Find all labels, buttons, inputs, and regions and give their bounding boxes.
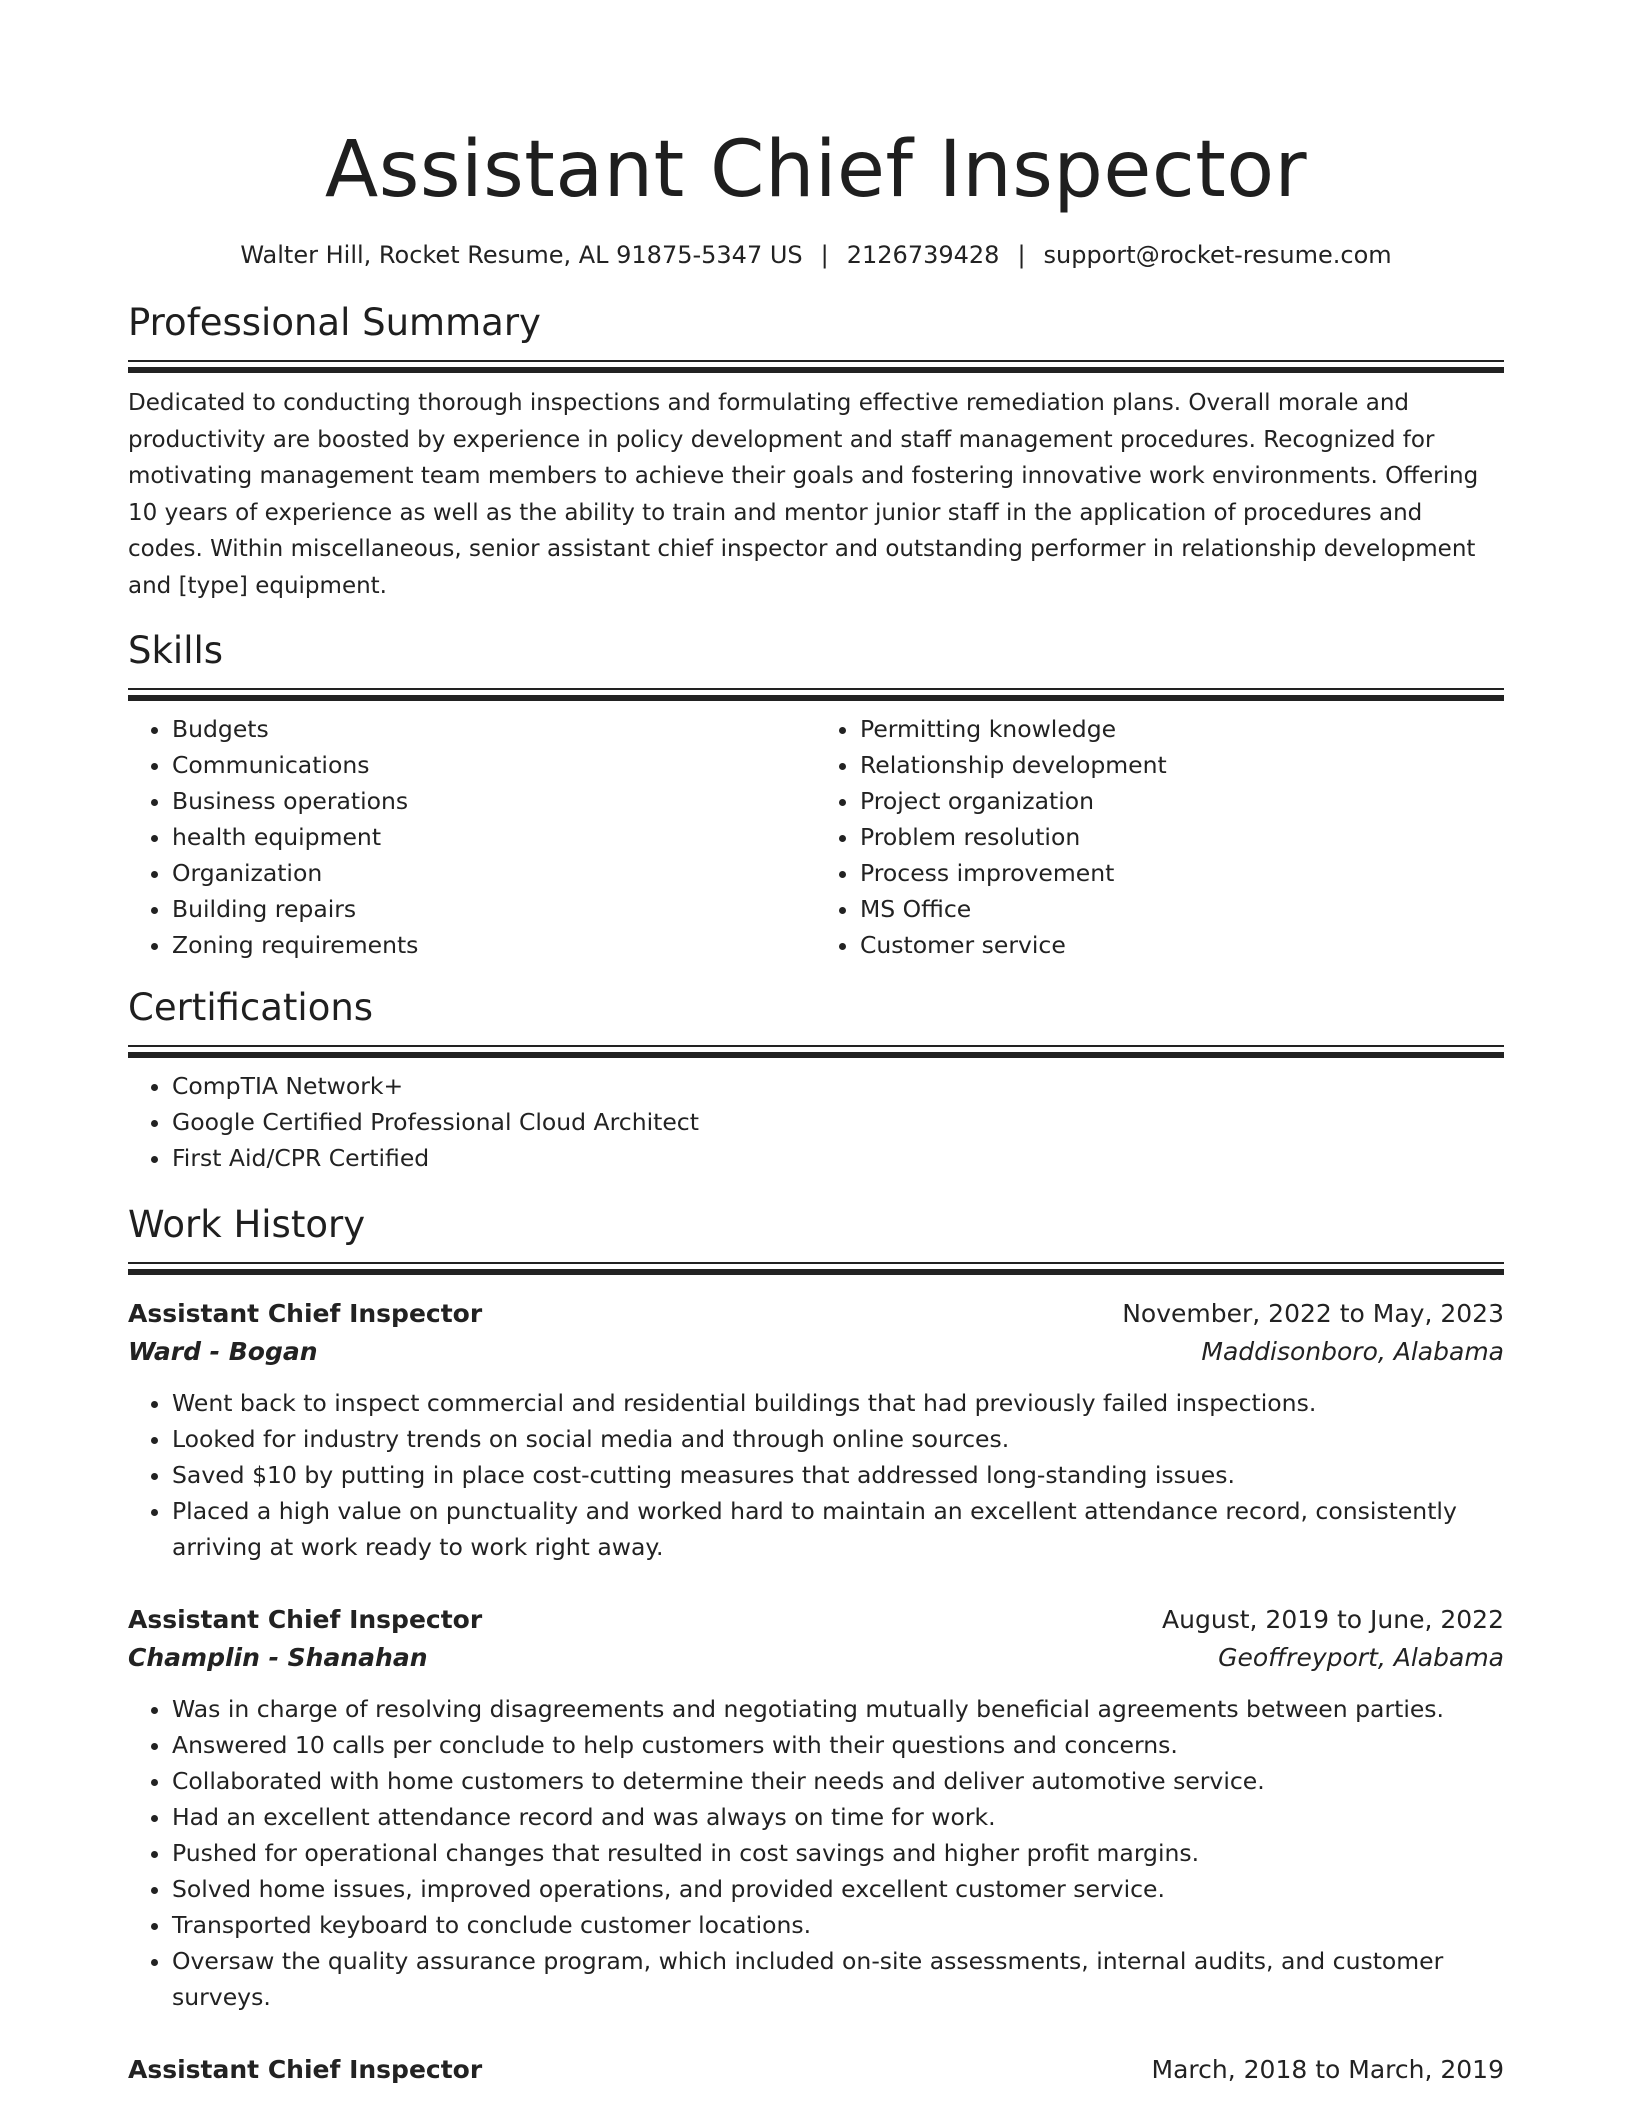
job-duty: • Saved $10 by putting in place cost-cutting measures that addressed long-standing issues.: [172, 1457, 1504, 1493]
skill-item: • Organization: [172, 855, 816, 891]
job-header-row: [128, 2051, 1504, 2089]
skill-item: • Project organization: [860, 783, 1504, 819]
job-duty: • Solved home issues, improved operations, and provided excellent customer service.: [172, 1871, 1504, 1907]
summary-text: Dedicated to conducting thorough inspections and formulating effective remediation plans. Overall morale and productivity are boosted by experience in policy development and staff management procedures. Recognized for motivating management team members to achieve their goals and fostering innovative work environments. Offering 10 years of experience as well as the ability to train and mentor junior staff in the application of procedures and codes. Within miscellaneous, senior assistant chief inspector and outstanding performer in relationship development and [type] equipment.: [128, 390, 1479, 599]
job-company: Champlin - Shanahan: [128, 1643, 428, 1672]
job-entry: [128, 2051, 1504, 2089]
certification-item: • First Aid/CPR Certified: [172, 1140, 1504, 1176]
certification-item: • CompTIA Network+: [172, 1068, 1504, 1104]
job-company-row: [128, 1639, 1504, 1677]
job-duty: • Oversaw the quality assurance program, which included on-site assessments, internal audits, and customer surveys.: [172, 1943, 1504, 2015]
job-duty: • Had an excellent attendance record and was always on time for work.: [172, 1799, 1504, 1835]
job-duties-list: [128, 1691, 1504, 2015]
job-duty: • Pushed for operational changes that resulted in cost savings and higher profit margins.: [172, 1835, 1504, 1871]
job-duty: • Answered 10 calls per conclude to help customers with their questions and concerns.: [172, 1727, 1504, 1763]
skill-item: • Relationship development: [860, 747, 1504, 783]
contact-address: Walter Hill, Rocket Resume, AL 91875-5347 US: [240, 241, 803, 269]
skill-item: • Process improvement: [860, 855, 1504, 891]
certification-item: • Google Certified Professional Cloud Architect: [172, 1104, 1504, 1140]
summary-section: [128, 300, 1504, 604]
job-header-row: [128, 1601, 1504, 1639]
job-dates: March, 2018 to March, 2019: [1151, 2055, 1504, 2084]
skills-list-left: [128, 711, 816, 963]
skill-item: • Budgets: [172, 711, 816, 747]
skill-item: • Building repairs: [172, 891, 816, 927]
skill-item: • Permitting knowledge: [860, 711, 1504, 747]
job-company-row: [128, 1333, 1504, 1371]
resume-page: [128, 120, 1504, 2089]
certifications-section: [128, 985, 1504, 1176]
skill-item: • Problem resolution: [860, 819, 1504, 855]
job-duty: • Looked for industry trends on social media and through online sources.: [172, 1421, 1504, 1457]
skill-item: • Customer service: [860, 927, 1504, 963]
job-duty: • Transported keyboard to conclude customer locations.: [172, 1907, 1504, 1943]
job-header-row: [128, 1295, 1504, 1333]
contact-phone: 2126739428: [846, 241, 1000, 269]
skills-section: [128, 628, 1504, 963]
job-dates: November, 2022 to May, 2023: [1122, 1299, 1504, 1328]
skill-item: • MS Office: [860, 891, 1504, 927]
certifications-list: [128, 1068, 1504, 1176]
contact-separator: |: [820, 241, 829, 269]
job-entry: [128, 1295, 1504, 1565]
job-duty: • Collaborated with home customers to determine their needs and deliver automotive service.: [172, 1763, 1504, 1799]
section-divider: [128, 1045, 1504, 1058]
job-duty: • Went back to inspect commercial and residential buildings that had previously failed inspections.: [172, 1385, 1504, 1421]
contact-separator: |: [1017, 241, 1026, 269]
job-duty: • Placed a high value on punctuality and worked hard to maintain an excellent attendance record, consistently arriving at work ready to work right away.: [172, 1493, 1504, 1565]
job-company: Ward - Bogan: [128, 1337, 318, 1366]
job-location: Geoffreyport, Alabama: [1218, 1643, 1504, 1672]
skill-item: • health equipment: [172, 819, 816, 855]
work-history-heading: Work History: [128, 1203, 366, 1246]
summary-heading: Professional Summary: [128, 301, 541, 344]
skills-list-right: [816, 711, 1504, 963]
job-dates: August, 2019 to June, 2022: [1162, 1605, 1504, 1634]
work-history-section: [128, 1202, 1504, 2089]
job-title: Assistant Chief Inspector: [128, 1605, 483, 1634]
contact-line: [128, 238, 1504, 272]
job-title: Assistant Chief Inspector: [128, 1299, 483, 1328]
job-entry: [128, 1601, 1504, 2015]
resume-title: Assistant Chief Inspector: [324, 125, 1308, 215]
skills-grid: [128, 711, 1504, 963]
job-location: Maddisonboro, Alabama: [1201, 1337, 1504, 1366]
contact-email: support@rocket-resume.com: [1043, 241, 1392, 269]
skills-heading: Skills: [128, 629, 224, 672]
section-divider: [128, 688, 1504, 701]
section-divider: [128, 360, 1504, 373]
skill-item: • Business operations: [172, 783, 816, 819]
certifications-heading: Certifications: [128, 986, 374, 1029]
skill-item: • Communications: [172, 747, 816, 783]
job-title: Assistant Chief Inspector: [128, 2055, 483, 2084]
job-duties-list: [128, 1385, 1504, 1565]
job-duty: • Was in charge of resolving disagreements and negotiating mutually beneficial agreements between parties.: [172, 1691, 1504, 1727]
section-divider: [128, 1262, 1504, 1275]
skill-item: • Zoning requirements: [172, 927, 816, 963]
